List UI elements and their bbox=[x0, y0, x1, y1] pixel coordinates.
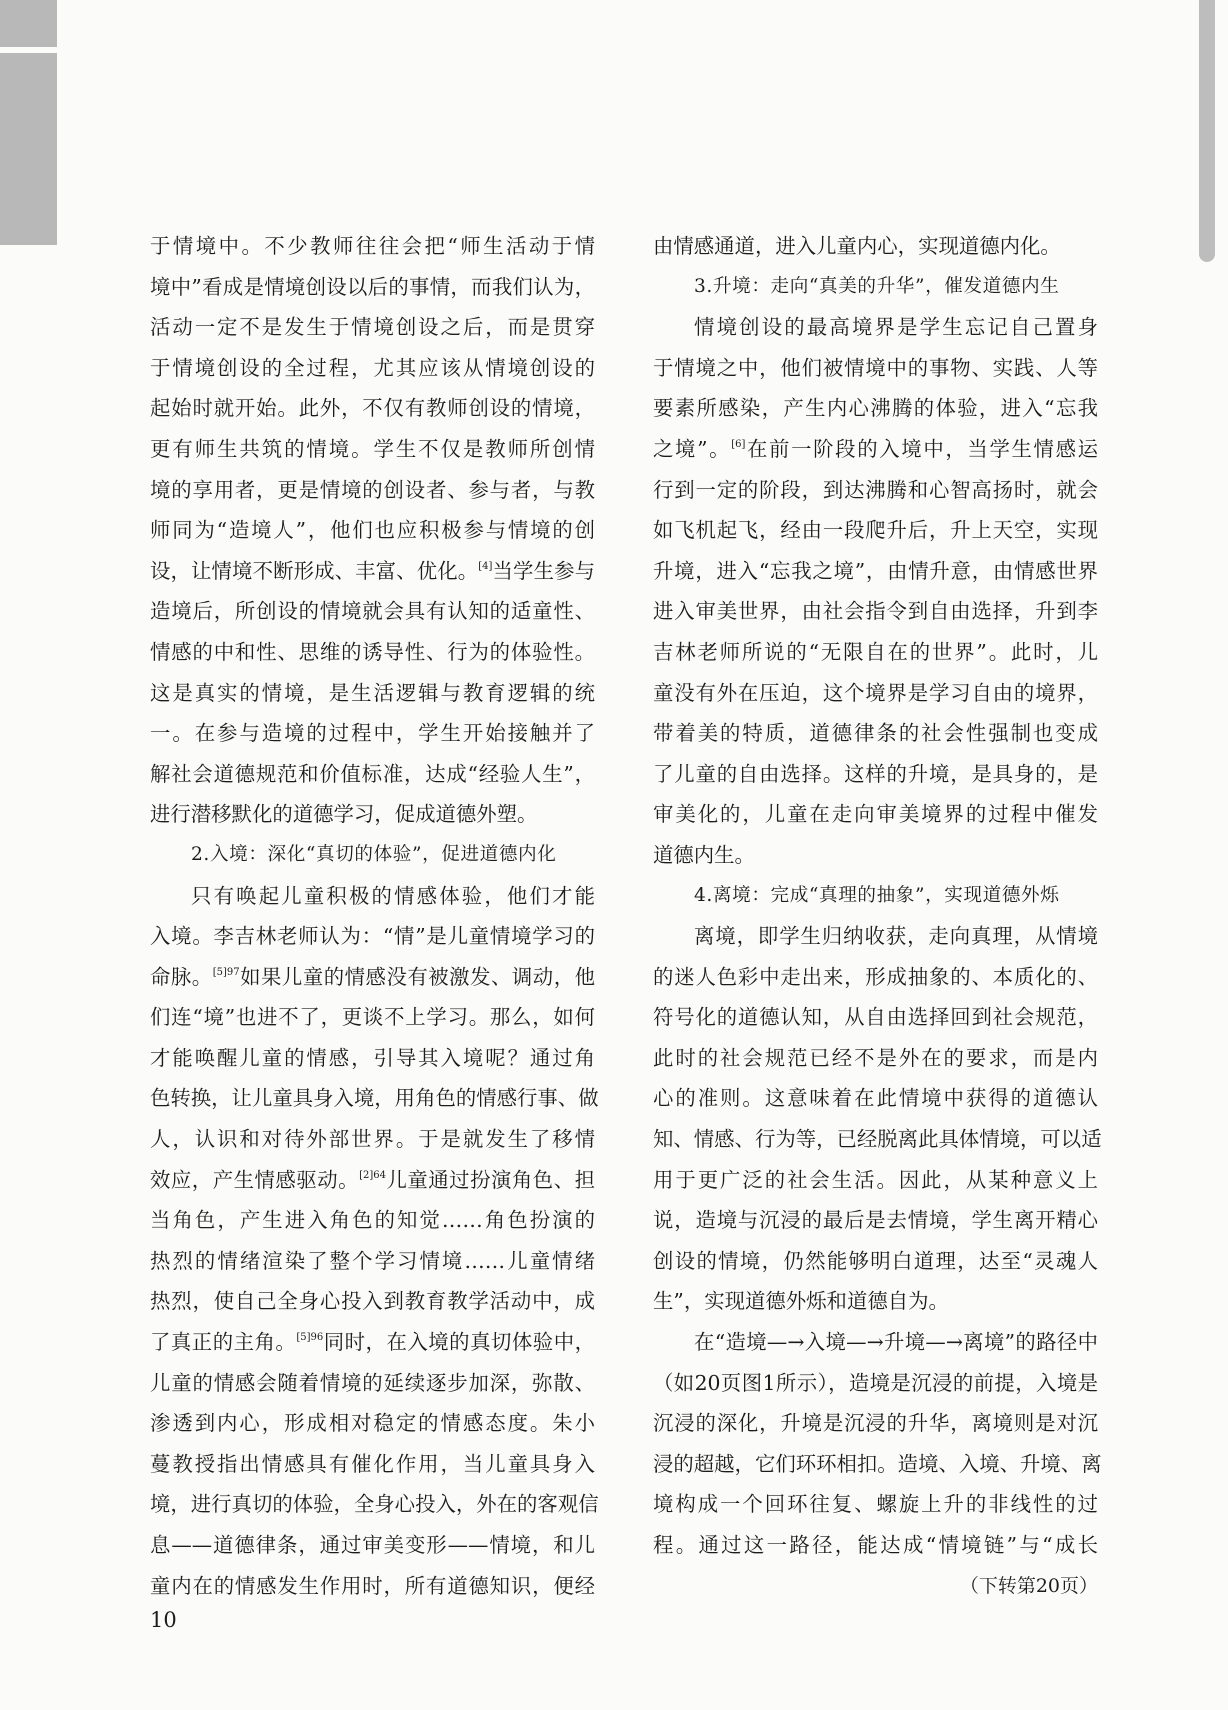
text-line: 人，认识和对待外部世界。于是就发生了移情 bbox=[150, 1127, 595, 1152]
text-line: 儿童的情感会随着情境的延续逐步加深，弥散、 bbox=[150, 1370, 595, 1395]
text-line bbox=[150, 551, 595, 592]
text-line: 渗透到内心，形成相对稳定的情感态度。朱小 bbox=[150, 1411, 595, 1436]
section-heading-4: 4.离境：完成“真理的抽象”，实现道德外烁 bbox=[694, 884, 1060, 906]
text-line: 起始时就开始。此外，不仅有教师创设的情境， bbox=[150, 396, 595, 421]
text-line: 进行潜移默化的道德学习，促成道德外塑。 bbox=[150, 802, 538, 827]
text-line bbox=[653, 429, 1098, 470]
text-segment: 儿童通过扮演角色、担 bbox=[385, 1167, 596, 1192]
text-line: 蔓教授指出情感具有催化作用，当儿童具身入 bbox=[150, 1451, 595, 1476]
text-line: 浸的超越，它们环环相扣。造境、入境、升境、离 bbox=[653, 1451, 1102, 1476]
citation-marker: [5]96 bbox=[296, 1332, 324, 1344]
text-line: 入境。李吉林老师认为：“情”是儿童情境学习的 bbox=[150, 924, 595, 949]
text-line bbox=[150, 957, 595, 998]
citation-marker: [2]64 bbox=[359, 1169, 386, 1181]
scrollbar-thumb[interactable] bbox=[1199, 0, 1215, 262]
text-line: 要素所感染，产生内心沸腾的体验，进入“忘我 bbox=[653, 396, 1098, 421]
text-line: 符号化的道德认知，从自由选择回到社会规范， bbox=[653, 1005, 1098, 1030]
text-line: 当角色，产生进入角色的知觉……角色扮演的 bbox=[150, 1208, 595, 1233]
text-line: 造境后，所创设的情境就会具有认知的适童性、 bbox=[150, 599, 595, 624]
text-line: 道德内生。 bbox=[653, 842, 755, 867]
text-line: 沉浸的深化，升境是沉浸的升华，离境则是对沉 bbox=[653, 1411, 1098, 1436]
text-line: 知、情感、行为等，已经脱离此具体情境，可以适 bbox=[653, 1127, 1102, 1152]
text-line: 用于更广泛的社会生活。因此，从某种意义上 bbox=[653, 1167, 1098, 1192]
page-number: 10 bbox=[150, 1608, 177, 1632]
text-line: 色转换，让儿童具身入境，用角色的情感行事、做 bbox=[150, 1086, 599, 1111]
text-line: 由情感通道，进入儿童内心，实现道德内化。 bbox=[653, 234, 1061, 258]
text-line: 只有唤起儿童积极的情感体验，他们才能 bbox=[191, 883, 595, 908]
text-line: 吉林老师所说的“无限自在的世界”。此时，儿 bbox=[653, 639, 1098, 664]
text-line: 程。通过这一路径，能达成“情境链”与“成长 bbox=[653, 1533, 1098, 1557]
text-line: 才能唤醒儿童的情感，引导其入境呢？通过角 bbox=[150, 1045, 595, 1070]
text-line: 解社会道德规范和价值标准，达成“经验人生”， bbox=[150, 761, 595, 786]
text-line: 审美化的，儿童在走向审美境界的过程中催发 bbox=[653, 802, 1098, 827]
text-line: 离境，即学生归纳收获，走向真理，从情境 bbox=[694, 924, 1098, 949]
text-line: 说，造境与沉浸的最后是去情境，学生离开精心 bbox=[653, 1208, 1098, 1233]
text-line bbox=[150, 1322, 595, 1363]
left-column bbox=[150, 226, 599, 1606]
citation-marker: [5]97 bbox=[212, 966, 240, 978]
text-line: 于情境中。不少教师往往会把“师生活动于情 bbox=[150, 234, 595, 258]
text-segment: 如果儿童的情感没有被激发、调动，他 bbox=[239, 964, 596, 989]
right-column bbox=[653, 226, 1102, 1606]
text-segment: 命脉。 bbox=[150, 964, 213, 989]
text-line: 如飞机起飞，经由一段爬升后，升上天空，实现 bbox=[653, 518, 1098, 543]
text-line: 于情境创设的全过程，尤其应该从情境创设的 bbox=[150, 355, 595, 380]
text-line: 心的准则。这意味着在此情境中获得的道德认 bbox=[653, 1086, 1098, 1111]
text-line: 们连“境”也进不了，更谈不上学习。那么，如何 bbox=[150, 1005, 595, 1030]
text-line: 进入审美世界，由社会指令到自由选择，升到李 bbox=[653, 599, 1098, 624]
text-segment: 当学生参与 bbox=[492, 558, 595, 583]
text-segment: 之境”。 bbox=[653, 436, 732, 461]
text-line: 一。在参与造境的过程中，学生开始接触并了 bbox=[150, 721, 595, 746]
margin-tab-side bbox=[0, 53, 57, 245]
section-heading-3: 3.升境：走向“真美的升华”，催发道德内生 bbox=[694, 275, 1060, 297]
text-line: 息——道德律条，通过审美变形——情境，和儿 bbox=[150, 1533, 595, 1557]
text-line: 行到一定的阶段，到达沸腾和心智高扬时，就会 bbox=[653, 477, 1098, 502]
text-line: 活动一定不是发生于情境创设之后，而是贯穿 bbox=[150, 315, 595, 340]
text-line: 带着美的特质，道德律条的社会性强制也变成 bbox=[653, 721, 1098, 746]
text-line: 境，进行真切的体验，全身心投入，外在的客观信 bbox=[150, 1492, 599, 1517]
text-line: 童内在的情感发生作用时，所有道德知识，便经 bbox=[150, 1573, 595, 1598]
text-line: 师同为“造境人”，他们也应积极参与情境的创 bbox=[150, 518, 595, 543]
text-segment: 在前一阶段的入境中，当学生情感运 bbox=[745, 436, 1098, 461]
citation-marker: [4] bbox=[478, 560, 493, 572]
text-line: 热烈的情绪渲染了整个学习情境……儿童情绪 bbox=[150, 1248, 595, 1273]
text-line: 境的享用者，更是情境的创设者、参与者，与教 bbox=[150, 477, 595, 502]
text-line: 于情境之中，他们被情境中的事物、实践、人等 bbox=[653, 355, 1098, 380]
text-line: 在“造境—→入境—→升境—→离境”的路径中 bbox=[694, 1330, 1098, 1355]
text-line: 了儿童的自由选择。这样的升境，是具身的，是 bbox=[653, 761, 1098, 786]
citation-marker: [6] bbox=[731, 438, 746, 450]
section-heading-2: 2.入境：深化“真切的体验”，促进道德内化 bbox=[191, 843, 557, 865]
margin-tab-top bbox=[0, 0, 57, 47]
text-line: 这是真实的情境，是生活逻辑与教育逻辑的统 bbox=[150, 680, 595, 705]
text-line: 情感的中和性、思维的诱导性、行为的体验性。 bbox=[150, 639, 595, 664]
text-segment: 同时，在入境的真切体验中， bbox=[323, 1330, 596, 1355]
text-line: 创设的情境，仍然能够明白道理，达至“灵魂人 bbox=[653, 1248, 1098, 1273]
text-line: 童没有外在压迫，这个境界是学习自由的境界， bbox=[653, 680, 1098, 705]
text-line: 生”，实现道德外烁和道德自为。 bbox=[653, 1289, 949, 1314]
text-line: （如20页图1所示），造境是沉浸的前提，入境是 bbox=[653, 1370, 1098, 1395]
text-line: 热烈，使自己全身心投入到教育教学活动中，成 bbox=[150, 1289, 595, 1314]
text-line: 升境，进入“忘我之境”，由情升意，由情感世界 bbox=[653, 558, 1098, 583]
text-line: 此时的社会规范已经不是外在的要求，而是内 bbox=[653, 1045, 1098, 1070]
text-line: 的迷人色彩中走出来，形成抽象的、本质化的、 bbox=[653, 964, 1098, 989]
text-line: 境构成一个回环往复、螺旋上升的非线性的过 bbox=[653, 1492, 1098, 1517]
text-line bbox=[150, 1160, 595, 1201]
text-line: 情境创设的最高境界是学生忘记自己置身 bbox=[694, 315, 1098, 340]
text-segment: 效应，产生情感驱动。 bbox=[150, 1167, 360, 1192]
text-segment: 设，让情境不断形成、丰富、优化。 bbox=[150, 558, 479, 583]
text-line: 更有师生共筑的情境。学生不仅是教师所创情 bbox=[150, 436, 595, 461]
text-segment: 了真正的主角。 bbox=[150, 1330, 297, 1355]
continuation-note: （下转第20页） bbox=[959, 1574, 1098, 1597]
text-line: 境中”看成是情境创设以后的事情，而我们认为， bbox=[150, 274, 595, 299]
